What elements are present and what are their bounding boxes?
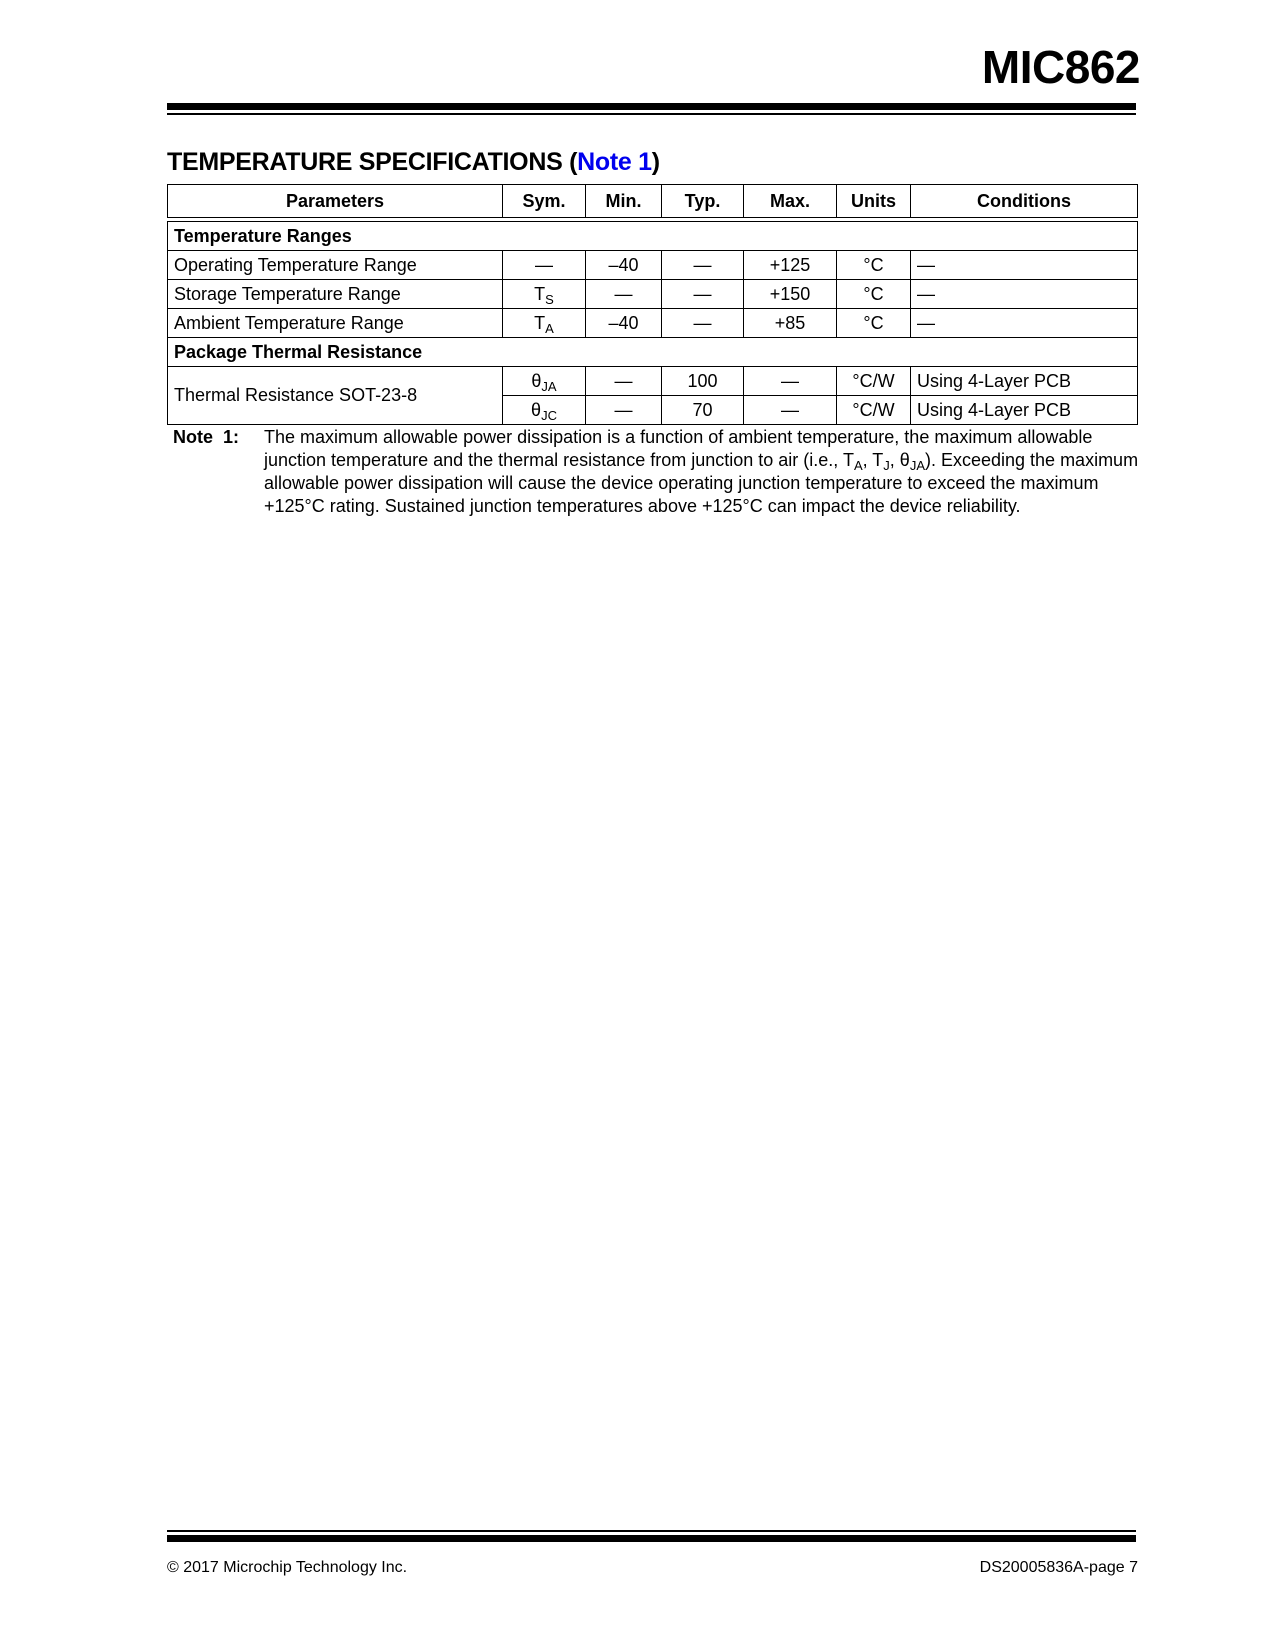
group-label: Package Thermal Resistance [168, 338, 1138, 367]
note-sub-a: A [853, 458, 863, 473]
units-cell: °C [837, 309, 911, 338]
note-text-part-1: The maximum allowable power dissipation is a function of ambient temperature, the maximum allowable junction temperature and the thermal resistance from junction to air (i.e., T [264, 427, 1093, 470]
param-cell: Ambient Temperature Range [168, 309, 503, 338]
footer-rule-thin [167, 1530, 1136, 1532]
conditions-cell: Using 4-Layer PCB [911, 396, 1138, 425]
sym-text: θ [531, 370, 542, 391]
max-cell: +150 [744, 280, 837, 309]
temperature-spec-table [167, 184, 1138, 425]
param-cell: Operating Temperature Range [168, 251, 503, 280]
header-conditions: Conditions [911, 185, 1138, 218]
table-row [168, 367, 1138, 396]
sym-cell [503, 309, 586, 338]
min-cell: — [586, 367, 662, 396]
header-units: Units [837, 185, 911, 218]
note-label: Note 1: [173, 427, 240, 447]
header-max: Max. [744, 185, 837, 218]
section-title-prefix: TEMPERATURE SPECIFICATIONS ( [167, 148, 578, 176]
note-sub-j: J [883, 458, 890, 473]
max-cell: +85 [744, 309, 837, 338]
max-cell: — [744, 367, 837, 396]
footer-rule-thick [167, 1535, 1136, 1542]
conditions-cell: — [911, 280, 1138, 309]
footer-copyright: © 2017 Microchip Technology Inc. [167, 1559, 408, 1576]
min-cell: –40 [586, 251, 662, 280]
sym-cell [503, 396, 586, 425]
conditions-cell: — [911, 309, 1138, 338]
header-sym: Sym. [503, 185, 586, 218]
group-label: Temperature Ranges [168, 222, 1138, 251]
section-title [167, 148, 660, 177]
section-title-suffix: ) [651, 148, 660, 176]
group-row-package-thermal-resistance [168, 338, 1138, 367]
note-text-part-2: , T [862, 450, 884, 470]
min-cell: — [586, 280, 662, 309]
min-cell: –40 [586, 309, 662, 338]
header-min: Min. [586, 185, 662, 218]
conditions-cell: Using 4-Layer PCB [911, 367, 1138, 396]
max-cell: — [744, 396, 837, 425]
header-typ: Typ. [662, 185, 744, 218]
sym-sub: A [545, 320, 554, 336]
table-row [168, 251, 1138, 280]
note-text [264, 426, 1139, 518]
note-text-part-3: , θ [889, 450, 910, 470]
document-title: MIC862 [981, 41, 1140, 93]
group-row-temperature-ranges [168, 222, 1138, 251]
table-row [168, 280, 1138, 309]
sym-text: — [535, 254, 553, 275]
typ-cell: — [662, 280, 744, 309]
max-cell: +125 [744, 251, 837, 280]
sym-text: T [534, 283, 546, 304]
typ-cell: 70 [662, 396, 744, 425]
note-text-part-4: ). Exceeding the maximum allowable power dissipation will cause the device operating junction temperature to exceed the maximum +125°C rating. Sustained junction temperatures above +125°C can impact the device reliability. [264, 450, 1139, 516]
typ-cell: — [662, 251, 744, 280]
param-cell: Storage Temperature Range [168, 280, 503, 309]
typ-cell: 100 [662, 367, 744, 396]
sym-sub: JA [541, 378, 557, 394]
sym-cell [503, 280, 586, 309]
sym-sub: S [545, 291, 554, 307]
note-sub-ja: JA [909, 458, 925, 473]
min-cell: — [586, 396, 662, 425]
sym-cell [503, 251, 586, 280]
table-row [168, 309, 1138, 338]
units-cell: °C [837, 280, 911, 309]
units-cell: °C/W [837, 396, 911, 425]
header-rule-thick [167, 103, 1136, 110]
units-cell: °C/W [837, 367, 911, 396]
sym-sub: JC [541, 407, 557, 423]
note-1-link[interactable]: Note 1 [577, 148, 652, 176]
sym-cell [503, 367, 586, 396]
units-cell: °C [837, 251, 911, 280]
conditions-cell: — [911, 251, 1138, 280]
typ-cell: — [662, 309, 744, 338]
sym-text: θ [531, 399, 542, 420]
param-cell: Thermal Resistance SOT-23-8 [168, 367, 503, 425]
header-parameters: Parameters [168, 185, 503, 218]
table-header-row [168, 185, 1138, 218]
footer-page-number: DS20005836A-page 7 [979, 1559, 1138, 1576]
header-rule-thin [167, 113, 1136, 115]
sym-text: T [534, 312, 546, 333]
